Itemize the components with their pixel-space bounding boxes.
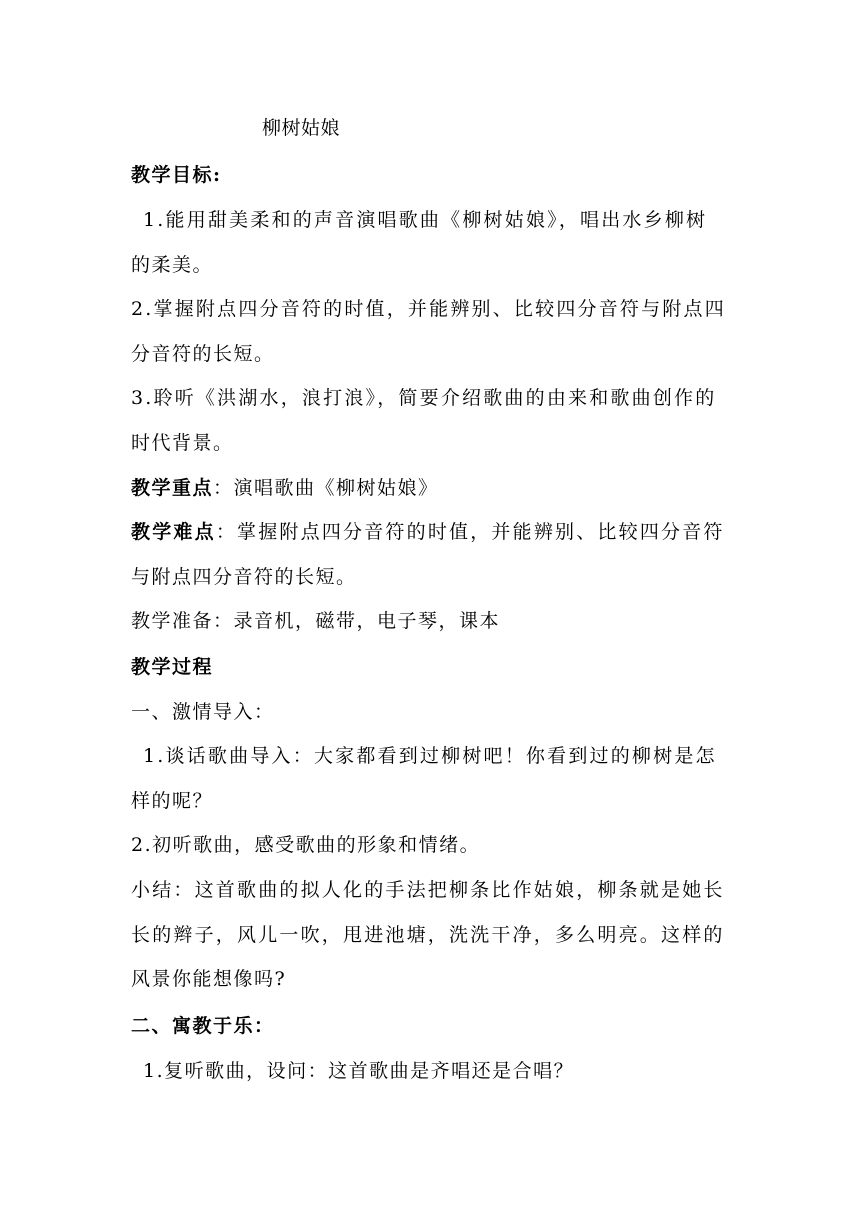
- objectives-heading: 教学目标:: [131, 164, 222, 186]
- objective-2-line-1: 2.掌握附点四分音符的时值，并能辨别、比较四分音符与附点四: [131, 298, 726, 320]
- preparation: 教学准备：录音机，磁带，电子琴，课本: [131, 610, 501, 632]
- objective-1-line-2: 的柔美。: [131, 254, 214, 276]
- step-2: 2.初听歌曲，感受歌曲的形象和情绪。: [131, 834, 481, 856]
- key-point-text: ：演唱歌曲《柳树姑娘》: [213, 477, 439, 499]
- step-1-line-2: 样的呢？: [131, 790, 214, 812]
- section-2-step-1: 1.复听歌曲，设问：这首歌曲是齐唱还是合唱？: [143, 1060, 575, 1082]
- objective-1-line-1: 1.能用甜美柔和的声音演唱歌曲《柳树姑娘》，唱出水乡柳树: [143, 209, 708, 231]
- difficulty-text-line-2: 与附点四分音符的长短。: [131, 566, 357, 588]
- difficulty-text-line-1: ：掌握附点四分音符的时值，并能辨别、比较四分音符: [215, 521, 725, 543]
- section-2-heading: 二、寓教于乐：: [131, 1015, 275, 1037]
- process-heading: 教学过程: [131, 656, 214, 678]
- summary-line-3: 风景你能想像吗?: [131, 968, 287, 990]
- objective-3-line-1: 3.聆听《洪湖水，浪打浪》，简要介绍歌曲的由来和歌曲创作的: [131, 387, 717, 409]
- step-1-line-1: 1.谈话歌曲导入：大家都看到过柳树吧！你看到过的柳树是怎: [143, 745, 717, 767]
- key-point-label: 教学重点: [131, 477, 214, 499]
- document-title: 柳树姑娘: [262, 117, 341, 139]
- difficulty: [131, 520, 725, 544]
- objective-2-line-2: 分音符的长短。: [131, 343, 275, 365]
- summary-line-1: 小结：这首歌曲的拟人化的手法把柳条比作姑娘，柳条就是她长: [131, 879, 725, 901]
- difficulty-label: 教学难点: [131, 521, 216, 543]
- summary-line-2: 长的辫子，风儿一吹，甩进池塘，洗洗干净，多么明亮。这样的: [131, 924, 725, 946]
- key-point: [131, 476, 439, 500]
- section-1-heading: 一、激情导入：: [131, 701, 275, 723]
- objective-3-line-2: 时代背景。: [131, 432, 234, 454]
